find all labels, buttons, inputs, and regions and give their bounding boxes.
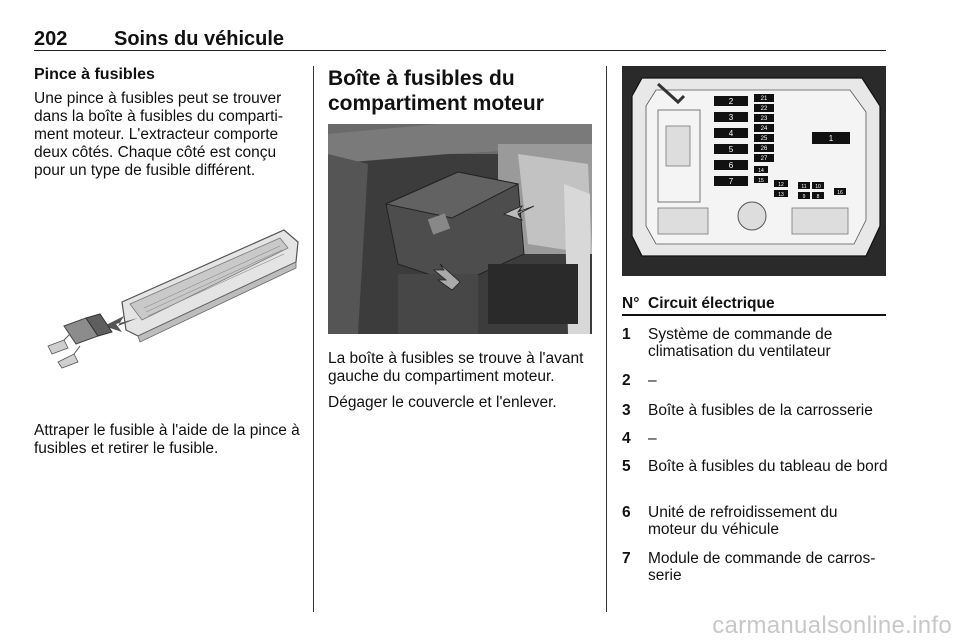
middle-heading-block bbox=[328, 66, 594, 116]
relay-1 bbox=[812, 132, 850, 144]
row-number: 1 bbox=[622, 326, 631, 343]
section-title: Soins du véhicule bbox=[114, 28, 285, 50]
fuse-label-left: 4 bbox=[728, 129, 734, 138]
engine-fusebox-heading-line1: Boîte à fusibles du bbox=[328, 67, 515, 90]
fuse-label-small: 15 bbox=[758, 178, 764, 184]
row-number: 2 bbox=[622, 372, 631, 389]
row-number: 3 bbox=[622, 402, 631, 419]
row-description: – bbox=[648, 430, 657, 447]
fusebox-diagram bbox=[622, 66, 886, 276]
blade-fuse bbox=[48, 314, 112, 368]
engine-fusebox-heading-line2: compartiment moteur bbox=[328, 92, 544, 115]
fuse-label-left: 6 bbox=[728, 161, 734, 170]
fuse-label-right: 23 bbox=[760, 116, 768, 122]
column-header-number: N° bbox=[622, 295, 640, 312]
page-number: 202 bbox=[34, 28, 68, 50]
fuse-extractor-tool bbox=[122, 230, 298, 342]
column-divider-2 bbox=[606, 66, 607, 612]
column-header-circuit: Circuit électrique bbox=[648, 295, 775, 312]
middle-text-block bbox=[328, 350, 594, 420]
row-number: 4 bbox=[622, 430, 631, 447]
fuse-label-small: 12 bbox=[778, 182, 784, 188]
engine-compartment-photo bbox=[328, 124, 592, 334]
row-description: Unité de refroidissement du moteur du véhicule bbox=[648, 504, 838, 538]
fuse-table bbox=[622, 292, 888, 584]
row-description: Module de commande de carros-serie bbox=[648, 550, 876, 584]
fuse-label-right: 26 bbox=[760, 146, 768, 152]
fuse-label-small: 13 bbox=[778, 192, 784, 198]
row-number: 7 bbox=[622, 550, 631, 567]
left-column bbox=[34, 66, 300, 188]
fuse-label-small: 9 bbox=[802, 194, 806, 200]
cover-removal-paragraph: Dégager le couvercle et l'enlever. bbox=[328, 394, 557, 411]
row-description: Boîte à fusibles du tableau de bord bbox=[648, 458, 888, 475]
page-header bbox=[34, 28, 886, 52]
fuse-label-small: 11 bbox=[801, 184, 807, 190]
fuse-puller-paragraph: Une pince à fusibles peut se trouver dans la boîte à fusibles du comparti-ment moteur. L'extracteur comporte deux côtés. Chaque côté est conçu pour un type de fusible différent. bbox=[34, 90, 283, 179]
fuse-label-right: 25 bbox=[760, 136, 768, 142]
left-caption-block bbox=[34, 422, 300, 466]
fusebox-location-paragraph: La boîte à fusibles se trouve à l'avant gauche du compartiment moteur. bbox=[328, 350, 584, 385]
row-description: – bbox=[648, 372, 657, 389]
table-header bbox=[622, 292, 886, 316]
row-description: Boîte à fusibles de la carrosserie bbox=[648, 402, 873, 419]
fuse-label-small: 8 bbox=[816, 194, 820, 200]
fuse-label-small: 14 bbox=[758, 168, 764, 174]
column-divider-1 bbox=[313, 66, 314, 612]
fuse-label-left: 7 bbox=[728, 177, 734, 186]
fuse-puller-caption: Attraper le fusible à l'aide de la pince à fusibles et retirer le fusible. bbox=[34, 422, 300, 457]
watermark: carmanualsonline.info bbox=[712, 612, 952, 639]
fuse-label-left: 2 bbox=[728, 97, 734, 106]
fuse-label-right: 21 bbox=[760, 96, 768, 102]
fuse-slots-right bbox=[754, 94, 774, 162]
row-number: 5 bbox=[622, 458, 631, 475]
fuse-label-small: 16 bbox=[837, 190, 843, 196]
fuse-label-right: 24 bbox=[760, 126, 768, 132]
row-description: Système de commande de climatisation du ventilateur bbox=[648, 326, 833, 360]
row-number: 6 bbox=[622, 504, 631, 521]
relay-label: 1 bbox=[828, 134, 834, 143]
fuse-label-small: 10 bbox=[815, 184, 821, 190]
fuse-label-right: 27 bbox=[760, 156, 768, 162]
fuse-label-left: 5 bbox=[728, 145, 734, 154]
fuse-puller-heading: Pince à fusibles bbox=[34, 66, 155, 83]
fuse-label-right: 22 bbox=[760, 106, 768, 112]
fuse-label-left: 3 bbox=[728, 113, 734, 122]
header-divider bbox=[34, 50, 886, 51]
fuse-puller-illustration bbox=[34, 222, 300, 398]
